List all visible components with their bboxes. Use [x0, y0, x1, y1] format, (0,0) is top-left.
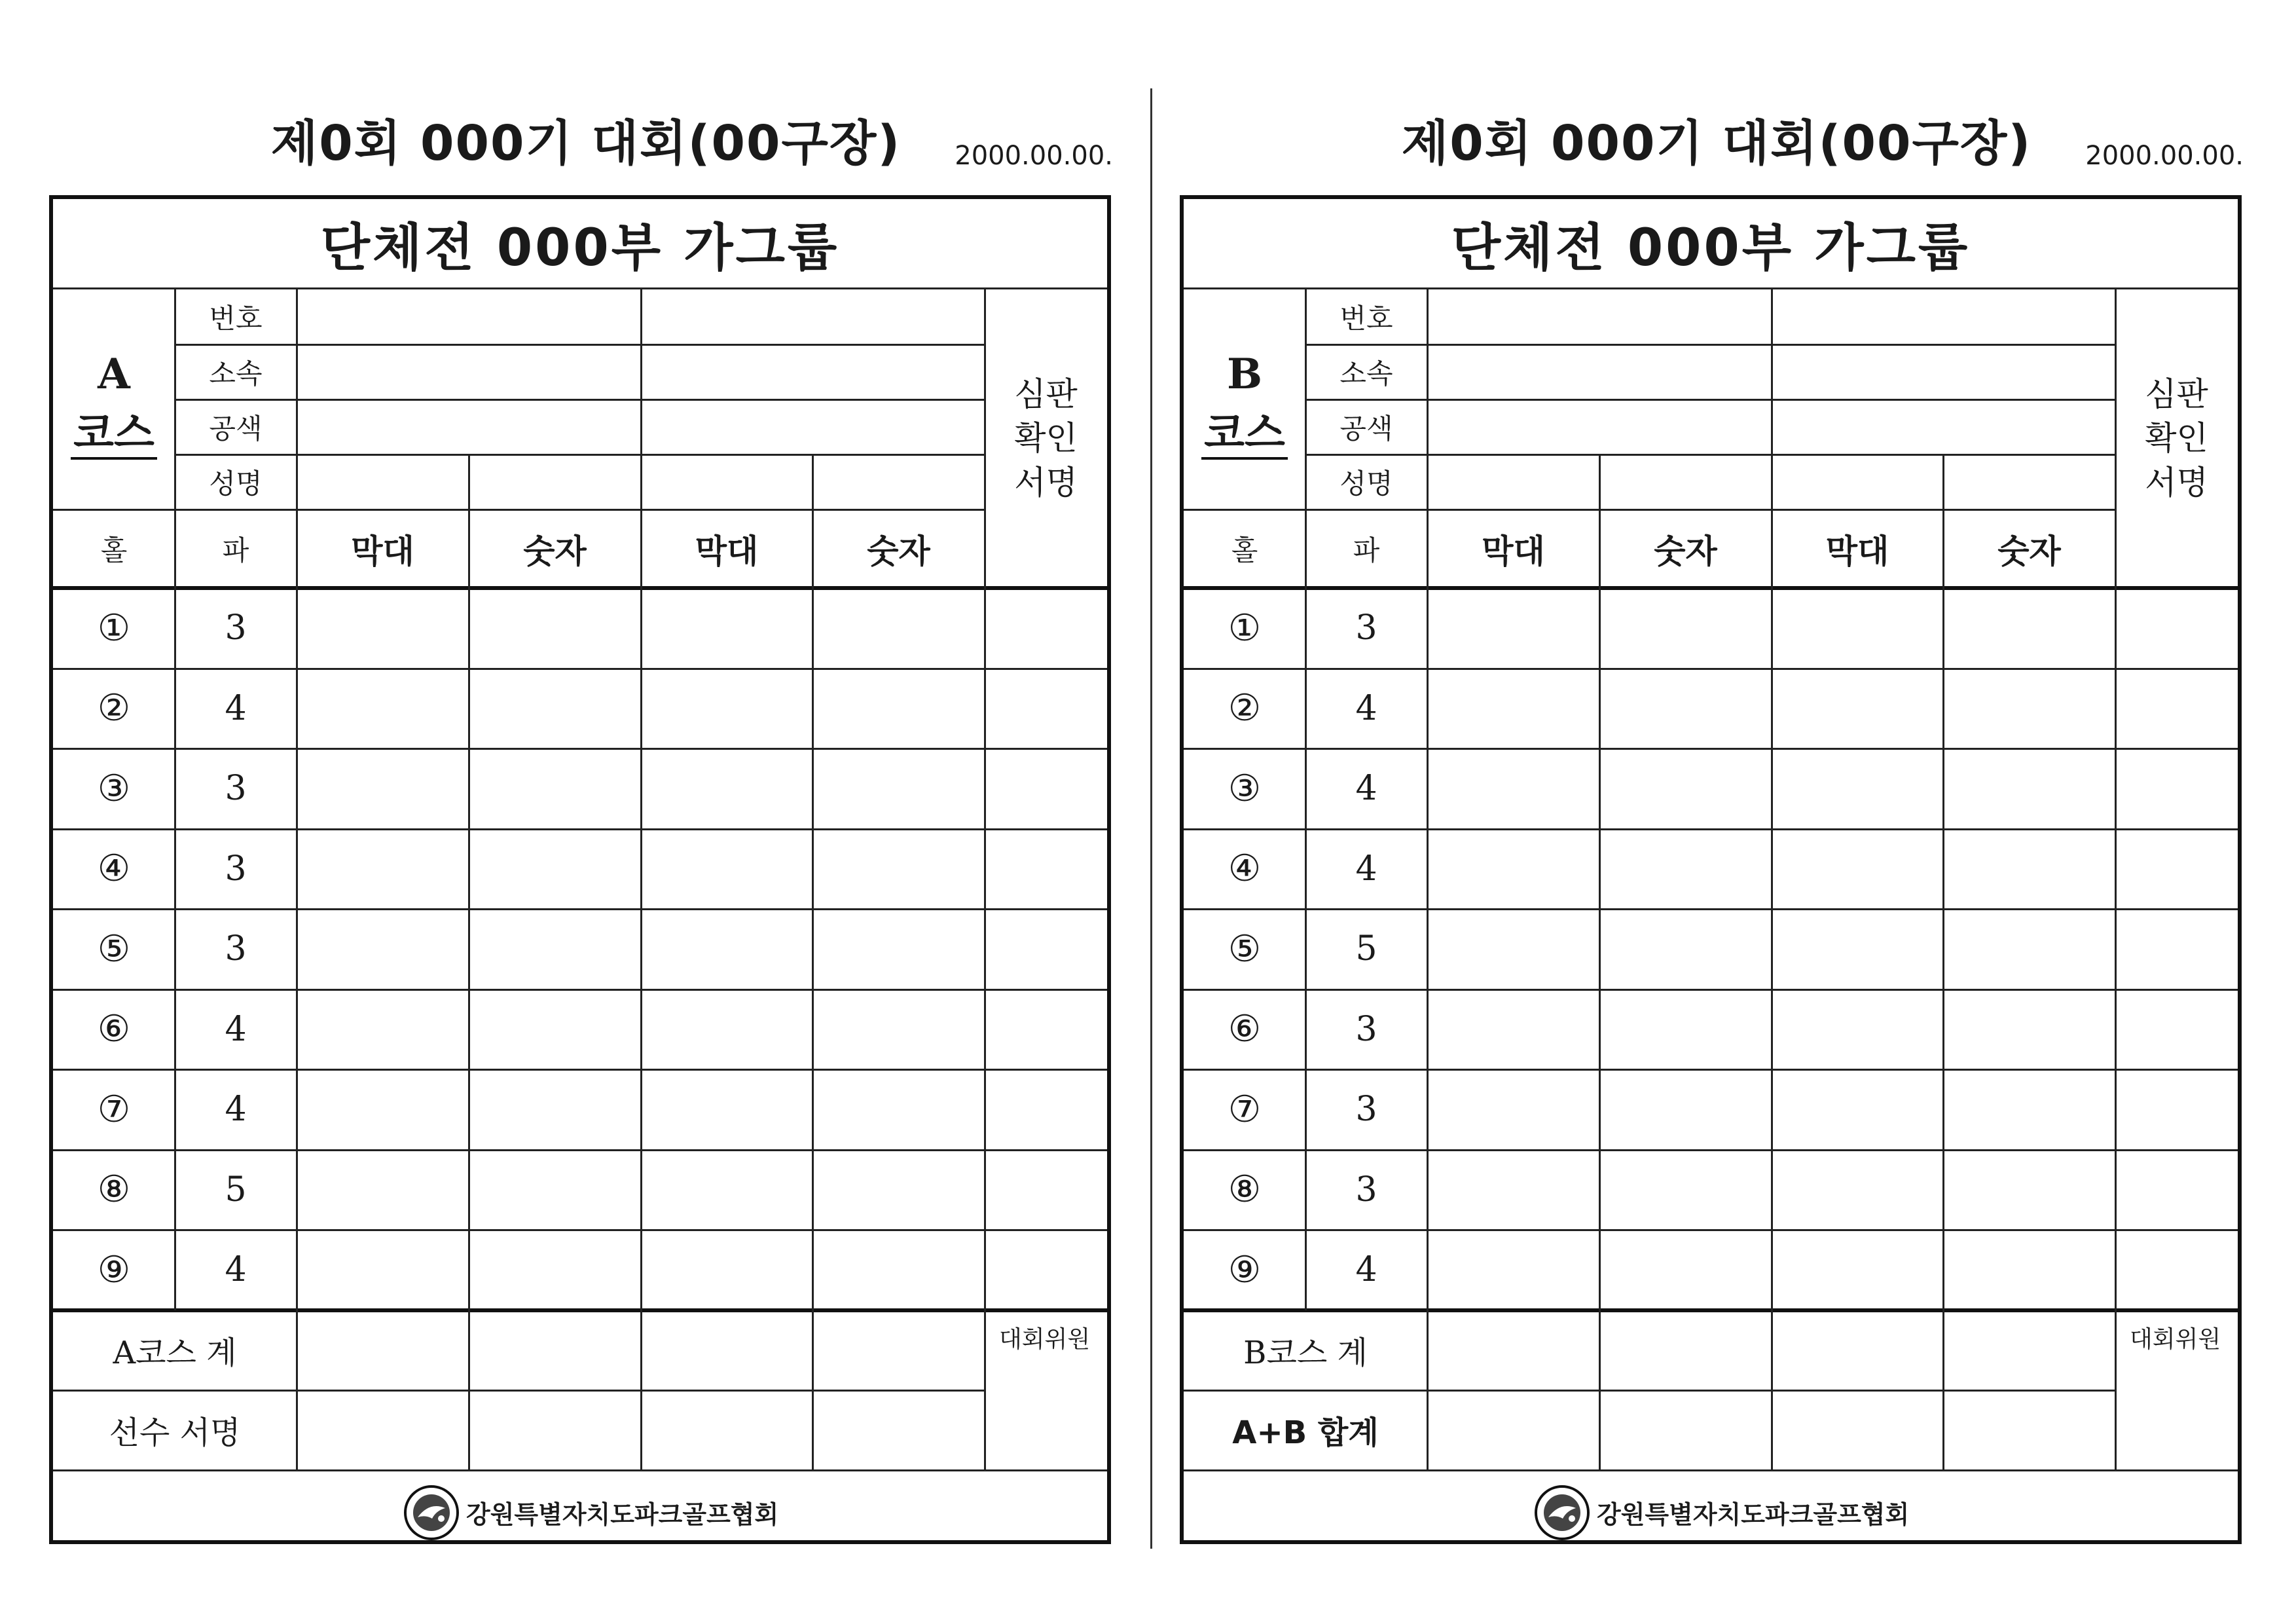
side-label-line: 확인: [1014, 419, 1078, 458]
association-name: 강원특별자치도파크골프협회: [1597, 1500, 1910, 1529]
score-cell[interactable]: [812, 1230, 985, 1310]
total-cell[interactable]: [1943, 1390, 2115, 1470]
column-header-par: 파: [222, 534, 249, 566]
hole-number: ②: [97, 687, 131, 730]
tournament-date: 2000.00.00.: [955, 141, 1113, 171]
hole-par: 4: [225, 1090, 247, 1130]
score-cell[interactable]: [469, 588, 641, 669]
score-cell[interactable]: [641, 1150, 812, 1230]
grid-line: [1305, 289, 1307, 1310]
score-cell[interactable]: [297, 669, 469, 749]
score-cell[interactable]: [641, 1230, 812, 1310]
grid-line: [53, 586, 1107, 590]
player-name-field[interactable]: [469, 454, 641, 509]
score-cell[interactable]: [1427, 1150, 1599, 1230]
grid-line: [1184, 509, 2115, 511]
score-cell[interactable]: [297, 748, 469, 829]
column-header-c3: 막대: [695, 532, 759, 570]
score-cell[interactable]: [2115, 909, 2238, 989]
column-header-c1: 막대: [351, 532, 414, 570]
score-cell[interactable]: [297, 1069, 469, 1150]
score-cell[interactable]: [1943, 829, 2115, 910]
column-header-c4: 숫자: [1997, 532, 2061, 570]
score-cell[interactable]: [2115, 669, 2238, 749]
tournament-title: 제0회 000기 대회(00구장): [1401, 115, 2032, 172]
score-cell[interactable]: [1599, 909, 1772, 989]
total-cell[interactable]: [1427, 1390, 1599, 1470]
player-name-field[interactable]: [641, 454, 812, 509]
score-cell[interactable]: [469, 829, 641, 910]
score-cell[interactable]: [297, 829, 469, 910]
score-cell[interactable]: [641, 1069, 812, 1150]
info-label: 소속: [209, 358, 263, 390]
score-cell[interactable]: [469, 989, 641, 1070]
score-cell[interactable]: [812, 669, 985, 749]
footer-row-label: 선수 서명: [109, 1414, 241, 1451]
side-label-line: 심판: [1014, 375, 1078, 413]
score-cell[interactable]: [1772, 1230, 1943, 1310]
hole-number: ⑤: [1228, 927, 1262, 970]
hole-par: 5: [1355, 929, 1377, 969]
referee-signature-label: [2115, 289, 2238, 588]
footer-row-label: A+B 합계: [1232, 1414, 1379, 1451]
hole-par: 3: [225, 929, 247, 969]
total-cell[interactable]: [1943, 1310, 2115, 1390]
score-cell[interactable]: [1427, 669, 1599, 749]
association-emblem-icon: [403, 1485, 460, 1541]
score-cell[interactable]: [469, 1230, 641, 1310]
player-name-field[interactable]: [1427, 454, 1599, 509]
side-label-line: 서명: [1014, 463, 1078, 502]
total-cell[interactable]: [641, 1390, 812, 1470]
score-cell[interactable]: [297, 989, 469, 1070]
official-signature-field[interactable]: [985, 1350, 1107, 1470]
grid-line: [1184, 908, 2238, 910]
info-label: 번호: [1339, 303, 1393, 335]
score-cell[interactable]: [1772, 829, 1943, 910]
score-cell[interactable]: [2115, 1069, 2238, 1150]
score-cell[interactable]: [1427, 588, 1599, 669]
info-label: 성명: [1339, 468, 1393, 500]
column-header-hole: 홀: [100, 534, 128, 566]
score-cell[interactable]: [1772, 1069, 1943, 1150]
score-cell[interactable]: [812, 989, 985, 1070]
grid-line: [1184, 1069, 2238, 1071]
hole-par: 4: [1355, 1250, 1377, 1290]
score-cell[interactable]: [1427, 1069, 1599, 1150]
player-info-field[interactable]: [1427, 344, 1772, 399]
hole-par: 4: [225, 1009, 247, 1049]
score-cell[interactable]: [469, 1069, 641, 1150]
score-cell[interactable]: [1943, 1069, 2115, 1150]
hole-number: ④: [97, 847, 131, 891]
hole-par: 4: [225, 688, 247, 728]
player-info-field[interactable]: [1427, 289, 1772, 344]
course-label: [53, 289, 175, 509]
association-logo: [403, 1485, 778, 1541]
score-cell[interactable]: [469, 1150, 641, 1230]
grid-line: [53, 1069, 1107, 1071]
score-cell[interactable]: [1599, 1069, 1772, 1150]
total-cell[interactable]: [469, 1390, 641, 1470]
score-cell[interactable]: [1772, 909, 1943, 989]
grid-line: [984, 289, 986, 1470]
player-info-field[interactable]: [641, 344, 985, 399]
association-emblem-icon: [1534, 1485, 1590, 1541]
score-cell[interactable]: [2115, 829, 2238, 910]
score-sheet: [49, 0, 1123, 1572]
player-name-field[interactable]: [1772, 454, 1943, 509]
sheet-divider: [1150, 88, 1152, 1549]
hole-number: ②: [1228, 687, 1262, 730]
grid-line: [53, 828, 1107, 830]
info-label: 소속: [1339, 358, 1393, 390]
hole-par: 3: [1355, 1170, 1377, 1209]
grid-line: [1184, 1469, 2238, 1471]
hole-par: 3: [225, 769, 247, 809]
grid-line: [53, 668, 1107, 670]
grid-line: [1184, 586, 2238, 590]
hole-number: ⑦: [97, 1088, 131, 1131]
hole-number: ⑦: [1228, 1088, 1262, 1131]
footer-row-label: B코스 계: [1243, 1335, 1368, 1371]
hole-number: ③: [1228, 767, 1262, 810]
score-cell[interactable]: [2115, 1150, 2238, 1230]
total-cell[interactable]: [297, 1310, 469, 1390]
tournament-date: 2000.00.00.: [2085, 141, 2244, 171]
score-cell[interactable]: [812, 588, 985, 669]
score-cell[interactable]: [1599, 989, 1772, 1070]
score-cell[interactable]: [1772, 989, 1943, 1070]
course-letter: B: [1226, 350, 1263, 399]
score-cell[interactable]: [1772, 1150, 1943, 1230]
column-header-c4: 숫자: [867, 532, 930, 570]
score-cell[interactable]: [2115, 748, 2238, 829]
hole-number: ⑥: [97, 1008, 131, 1051]
side-label-line: 심판: [2145, 375, 2208, 413]
hole-par: 3: [225, 608, 247, 648]
hole-par: 3: [1355, 608, 1377, 648]
official-signature-field[interactable]: [2115, 1350, 2238, 1470]
score-cell[interactable]: [1599, 829, 1772, 910]
hole-par: 4: [1355, 688, 1377, 728]
total-cell[interactable]: [812, 1390, 985, 1470]
grid-line: [53, 989, 1107, 991]
hole-number: ④: [1228, 847, 1262, 891]
grid-line: [174, 289, 176, 1310]
score-cell[interactable]: [1772, 748, 1943, 829]
score-cell[interactable]: [641, 669, 812, 749]
total-cell[interactable]: [641, 1310, 812, 1390]
player-info-field[interactable]: [1427, 399, 1772, 454]
info-label: 번호: [209, 303, 263, 335]
course-letter: A: [98, 350, 130, 399]
score-cell[interactable]: [1599, 1230, 1772, 1310]
total-cell[interactable]: [1427, 1310, 1599, 1390]
hole-par: 3: [1355, 1090, 1377, 1130]
score-cell[interactable]: [1943, 909, 2115, 989]
hole-number: ⑨: [97, 1248, 131, 1291]
info-label: 공색: [209, 413, 263, 445]
hole-number: ①: [97, 606, 131, 650]
grid-line: [1771, 289, 1773, 1470]
score-cell[interactable]: [1772, 588, 1943, 669]
score-cell[interactable]: [812, 1069, 985, 1150]
grid-line: [53, 908, 1107, 910]
score-sheet: [1180, 0, 2253, 1572]
total-cell[interactable]: [469, 1310, 641, 1390]
hole-number: ⑥: [1228, 1008, 1262, 1051]
score-cell[interactable]: [1599, 669, 1772, 749]
hole-number: ①: [1228, 606, 1262, 650]
score-cell[interactable]: [1427, 909, 1599, 989]
grid-line: [53, 509, 985, 511]
grid-line: [1184, 1229, 2238, 1231]
grid-line: [1427, 289, 1429, 1470]
grid-line: [468, 454, 470, 1470]
scorecard-table: [1180, 195, 2242, 1544]
score-cell[interactable]: [985, 588, 1107, 669]
score-cell[interactable]: [812, 1150, 985, 1230]
score-cell[interactable]: [297, 909, 469, 989]
footer-row-label: A코스 계: [113, 1335, 237, 1371]
column-header-c3: 막대: [1825, 532, 1889, 570]
score-cell[interactable]: [297, 1150, 469, 1230]
hole-number: ⑧: [1228, 1168, 1262, 1211]
player-info-field[interactable]: [297, 399, 641, 454]
player-name-field[interactable]: [1599, 454, 1772, 509]
side-label-line: 서명: [2145, 463, 2208, 502]
score-cell[interactable]: [2115, 588, 2238, 669]
player-name-field[interactable]: [812, 454, 985, 509]
course-label: [1184, 289, 1305, 509]
player-info-field[interactable]: [641, 399, 985, 454]
scorecard-table: [49, 195, 1111, 1544]
score-cell[interactable]: [1943, 1150, 2115, 1230]
player-info-field[interactable]: [297, 344, 641, 399]
score-cell[interactable]: [1427, 1230, 1599, 1310]
group-heading: 단체전 000부 가그룹: [1184, 199, 2238, 289]
score-cell[interactable]: [985, 1230, 1107, 1310]
grid-line: [1184, 1149, 2238, 1151]
grid-line: [2115, 289, 2117, 1470]
side-label-line: 확인: [2145, 419, 2208, 458]
player-name-field[interactable]: [297, 454, 469, 509]
score-cell[interactable]: [812, 829, 985, 910]
total-cell[interactable]: [812, 1310, 985, 1390]
grid-line: [296, 289, 298, 1470]
score-cell[interactable]: [641, 588, 812, 669]
hole-par: 5: [225, 1170, 247, 1209]
official-label: 대회위원: [999, 1325, 1091, 1353]
score-cell[interactable]: [1427, 829, 1599, 910]
player-info-field[interactable]: [641, 289, 985, 344]
group-heading: 단체전 000부 가그룹: [53, 199, 1107, 289]
score-cell[interactable]: [469, 669, 641, 749]
total-cell[interactable]: [297, 1390, 469, 1470]
score-cell[interactable]: [812, 748, 985, 829]
score-cell[interactable]: [2115, 989, 2238, 1070]
score-cell[interactable]: [985, 1069, 1107, 1150]
score-cell[interactable]: [469, 748, 641, 829]
referee-signature-label: [985, 289, 1107, 588]
grid-line: [53, 1229, 1107, 1231]
score-cell[interactable]: [1943, 989, 2115, 1070]
column-header-c2: 숫자: [1654, 532, 1717, 570]
score-cell[interactable]: [985, 829, 1107, 910]
score-cell[interactable]: [1599, 588, 1772, 669]
score-cell[interactable]: [641, 748, 812, 829]
score-cell[interactable]: [1427, 748, 1599, 829]
score-cell[interactable]: [1427, 989, 1599, 1070]
column-header-hole: 홀: [1231, 534, 1258, 566]
grid-line: [1184, 828, 2238, 830]
grid-line: [1184, 668, 2238, 670]
association-name: 강원특별자치도파크골프협회: [466, 1500, 779, 1529]
score-cell[interactable]: [985, 989, 1107, 1070]
player-name-field[interactable]: [1943, 454, 2115, 509]
score-cell[interactable]: [985, 669, 1107, 749]
score-cell[interactable]: [1599, 1150, 1772, 1230]
column-header-c1: 막대: [1482, 532, 1545, 570]
hole-number: ⑤: [97, 927, 131, 970]
score-cell[interactable]: [469, 909, 641, 989]
course-word: 코스: [71, 411, 157, 459]
grid-line: [1184, 1308, 2238, 1312]
player-info-field[interactable]: [1772, 344, 2115, 399]
score-cell[interactable]: [297, 588, 469, 669]
score-cell[interactable]: [985, 909, 1107, 989]
course-word: 코스: [1201, 411, 1288, 459]
grid-line: [1942, 454, 1944, 1470]
score-cell[interactable]: [1943, 669, 2115, 749]
grid-line: [1599, 454, 1601, 1470]
score-cell[interactable]: [297, 1230, 469, 1310]
grid-line: [53, 1149, 1107, 1151]
grid-line: [1184, 748, 2238, 750]
score-cell[interactable]: [985, 748, 1107, 829]
hole-number: ⑧: [97, 1168, 131, 1211]
grid-line: [53, 748, 1107, 750]
score-cell[interactable]: [641, 909, 812, 989]
hole-par: 3: [1355, 1009, 1377, 1049]
hole-number: ⑨: [1228, 1248, 1262, 1291]
info-label: 공색: [1339, 413, 1393, 445]
score-cell[interactable]: [641, 989, 812, 1070]
grid-line: [53, 1390, 985, 1392]
player-info-field[interactable]: [1772, 399, 2115, 454]
score-cell[interactable]: [1943, 1230, 2115, 1310]
grid-line: [53, 1308, 1107, 1312]
hole-number: ③: [97, 767, 131, 810]
score-cell[interactable]: [2115, 1230, 2238, 1310]
score-cell[interactable]: [812, 909, 985, 989]
score-cell[interactable]: [1772, 669, 1943, 749]
total-cell[interactable]: [1599, 1390, 1772, 1470]
grid-line: [640, 289, 642, 1470]
total-cell[interactable]: [1772, 1310, 1943, 1390]
column-header-par: 파: [1353, 534, 1380, 566]
hole-par: 4: [1355, 849, 1377, 889]
player-info-field[interactable]: [297, 289, 641, 344]
grid-line: [1184, 989, 2238, 991]
info-label: 성명: [209, 468, 263, 500]
hole-par: 4: [1355, 769, 1377, 809]
score-cell[interactable]: [641, 829, 812, 910]
total-cell[interactable]: [1772, 1390, 1943, 1470]
total-cell[interactable]: [1599, 1310, 1772, 1390]
score-cell[interactable]: [1943, 748, 2115, 829]
association-logo: [1534, 1485, 1909, 1541]
hole-par: 4: [225, 1250, 247, 1290]
score-cell[interactable]: [1943, 588, 2115, 669]
tournament-title: 제0회 000기 대회(00구장): [270, 115, 902, 172]
official-label: 대회위원: [2130, 1325, 2221, 1353]
column-header-c2: 숫자: [523, 532, 587, 570]
hole-par: 3: [225, 849, 247, 889]
grid-line: [53, 1469, 1107, 1471]
player-info-field[interactable]: [1772, 289, 2115, 344]
score-cell[interactable]: [1599, 748, 1772, 829]
grid-line: [1184, 1390, 2115, 1392]
score-cell[interactable]: [985, 1150, 1107, 1230]
grid-line: [812, 454, 814, 1470]
